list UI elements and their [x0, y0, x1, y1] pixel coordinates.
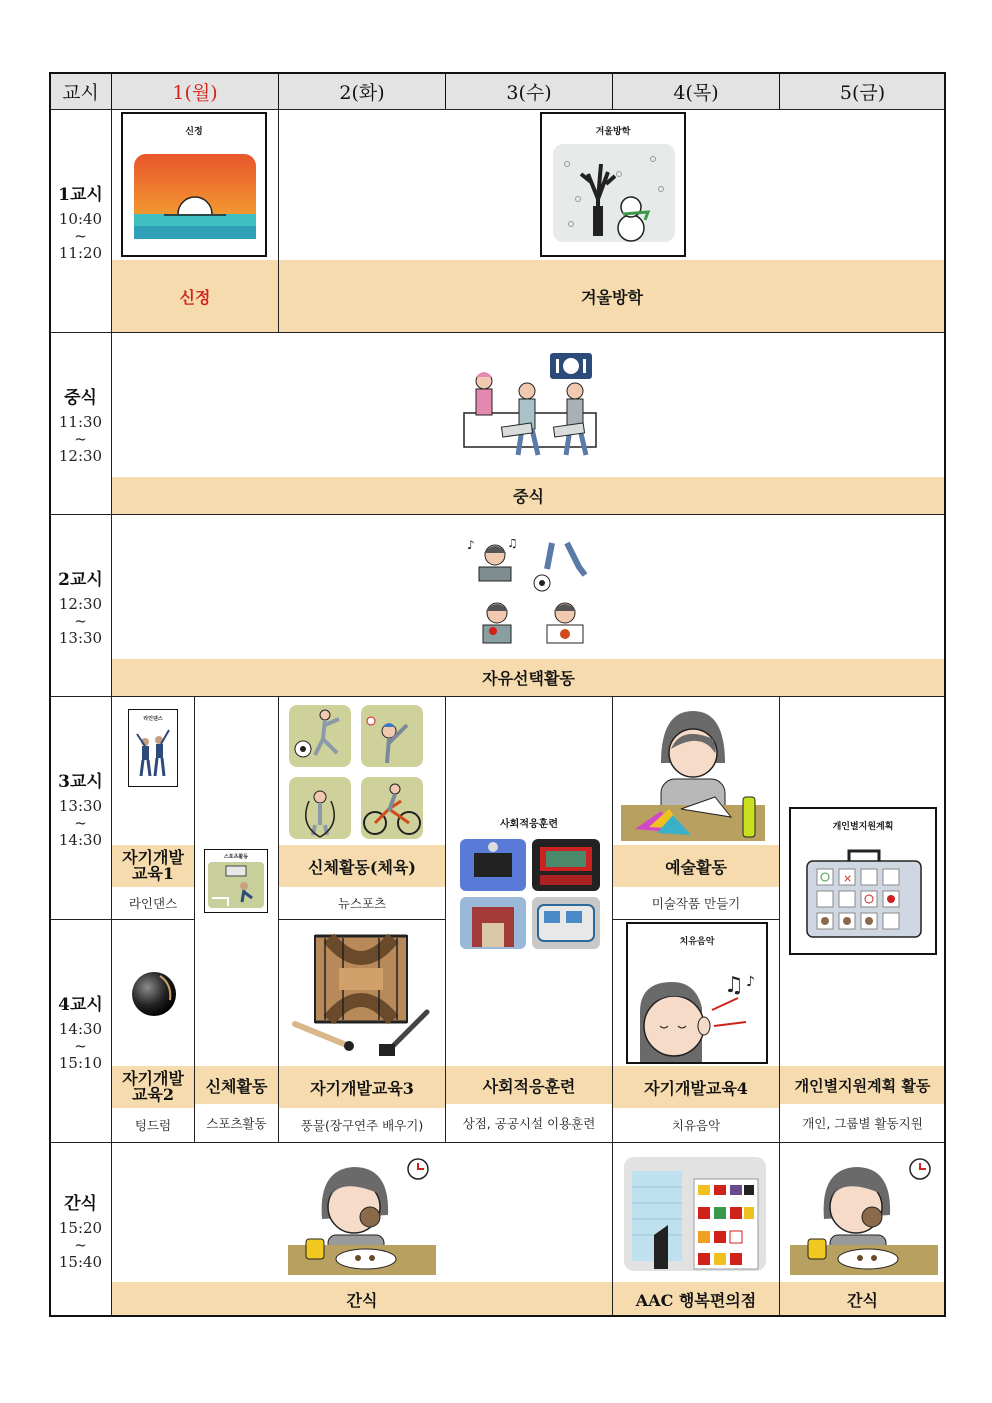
period-name: 3교시: [58, 772, 103, 792]
timetable: [49, 72, 946, 1317]
new-sports-icons: [289, 705, 425, 839]
header-day-wed: 3(수): [445, 72, 613, 110]
lunch-line-icon: [462, 351, 602, 463]
period-2: [49, 514, 112, 697]
free-activity-label: 자유선택활동: [112, 659, 945, 696]
free-choice-icons: [467, 539, 592, 647]
lunch-label: 중식: [112, 477, 945, 514]
line-dance-icon: [133, 726, 173, 781]
row3-wed: [278, 696, 446, 920]
social-training-title: 사회적응훈련: [500, 819, 558, 830]
snack-thu: [612, 1142, 780, 1317]
sports-icon: [208, 862, 264, 908]
communication-board-icon: [805, 847, 923, 939]
svg-text:♪: ♪: [467, 539, 475, 552]
row3-fri: [612, 696, 780, 920]
new-year-card: 신정: [121, 112, 267, 257]
header-day-mon: 1(월): [111, 72, 279, 110]
svg-text:♫: ♫: [507, 539, 518, 550]
row3-mon: [111, 696, 195, 920]
period-name: 1교시: [58, 185, 103, 205]
period-name: 4교시: [58, 995, 103, 1015]
svg-text:♪: ♪: [746, 974, 755, 990]
new-sports-sub: 뉴스포츠: [337, 896, 387, 911]
period-1: [49, 109, 112, 333]
snack-fri: [779, 1142, 946, 1317]
physical-pe-label: 신체활동(체육): [279, 845, 445, 887]
social-training-label: 사회적응훈련: [446, 1066, 612, 1104]
self-dev-4-label: 자기개발교육4: [613, 1066, 779, 1108]
row34-tue: [194, 696, 279, 1143]
individual-plan-card: 개인별지원계획 ×: [789, 807, 937, 955]
row34-individual-plan: [779, 696, 946, 1143]
line-dance-sub: 라인댄스: [128, 896, 178, 911]
period-name: 2교시: [58, 569, 103, 590]
svg-text:×: ×: [843, 872, 853, 885]
period-name: 중식: [64, 387, 97, 408]
snack-label: 간식: [112, 1282, 612, 1316]
row4-wed: [278, 919, 446, 1143]
self-dev-2-label: 자기개발 교육2: [112, 1066, 194, 1108]
period-time: 14:30 ~ 15:10: [58, 1020, 103, 1072]
self-dev-3-label: 자기개발교육3: [279, 1066, 445, 1108]
header-day-tue: 2(화): [278, 72, 446, 110]
row34-thu: [445, 696, 613, 1143]
row4-fri: [612, 919, 780, 1143]
period-time: 13:30 ~ 14:30: [58, 797, 103, 849]
svg-text:♫: ♫: [724, 973, 744, 998]
self-dev-1-label: 자기개발 교육1: [112, 845, 194, 887]
period-time: 10:40 ~ 11:20: [58, 210, 103, 262]
row1-winter-break: [278, 109, 946, 333]
art-activity-label: 예술활동: [613, 845, 779, 887]
period-time: 11:30 ~ 12:30: [58, 412, 103, 465]
sunset-icon: [134, 154, 256, 239]
period-time: 12:30 ~ 13:30: [58, 594, 103, 647]
janggu-sub: 풍물(장구연주 배우기): [300, 1118, 424, 1133]
sports-sub: 스포츠활동: [206, 1116, 267, 1131]
snack-label-fri: 간식: [780, 1282, 945, 1316]
row4-mon: [111, 919, 195, 1143]
free-activity-row: [111, 514, 946, 697]
period-3: [49, 696, 112, 920]
winter-break-card: 겨울방학: [540, 112, 686, 257]
period-name: 간식: [64, 1193, 97, 1214]
header-day-thu: 4(목): [612, 72, 780, 110]
lunch-row: [111, 332, 946, 515]
social-training-icons: [460, 839, 600, 951]
period-snack: [49, 1142, 112, 1317]
snack-mon-wed: [111, 1142, 613, 1317]
tongue-drum-sub: 텅드럼: [134, 1118, 172, 1133]
art-activity-icon: [621, 705, 765, 843]
holiday-label: 신정: [112, 260, 278, 332]
individual-plan-sub: 개인, 그룹별 활동지원: [802, 1116, 923, 1131]
winter-break-label: 겨울방학: [279, 260, 945, 332]
period-time: 15:20 ~ 15:40: [58, 1218, 103, 1271]
header-period: 교시: [49, 72, 112, 110]
period-lunch: [49, 332, 112, 515]
physical-activity-label: 신체활동: [195, 1066, 278, 1104]
period-4: [49, 919, 112, 1143]
janggu-icon: [289, 928, 435, 1060]
snack-eating-icon-2: [790, 1155, 938, 1275]
header-day-fri: 5(금): [779, 72, 946, 110]
tongue-drum-icon: [130, 970, 178, 1018]
row1-mon: [111, 109, 279, 333]
aac-store-label: AAC 행복편의점: [613, 1282, 779, 1316]
snack-eating-icon: [288, 1155, 436, 1275]
healing-music-card: 치유음악 ♫ ♪: [626, 922, 768, 1064]
snowman-icon: [553, 144, 675, 244]
line-dance-card: 라인댄스: [128, 709, 178, 787]
convenience-store-icon: [624, 1157, 766, 1271]
individual-plan-label: 개인별지원계획 활동: [780, 1066, 945, 1104]
sports-card: 스포츠활동: [204, 849, 268, 913]
social-training-sub: 상점, 공공시설 이용훈련: [462, 1116, 596, 1131]
art-sub: 미술작품 만들기: [651, 896, 741, 911]
healing-music-sub: 치유음악: [671, 1118, 721, 1133]
healing-music-icon: [634, 952, 762, 1062]
